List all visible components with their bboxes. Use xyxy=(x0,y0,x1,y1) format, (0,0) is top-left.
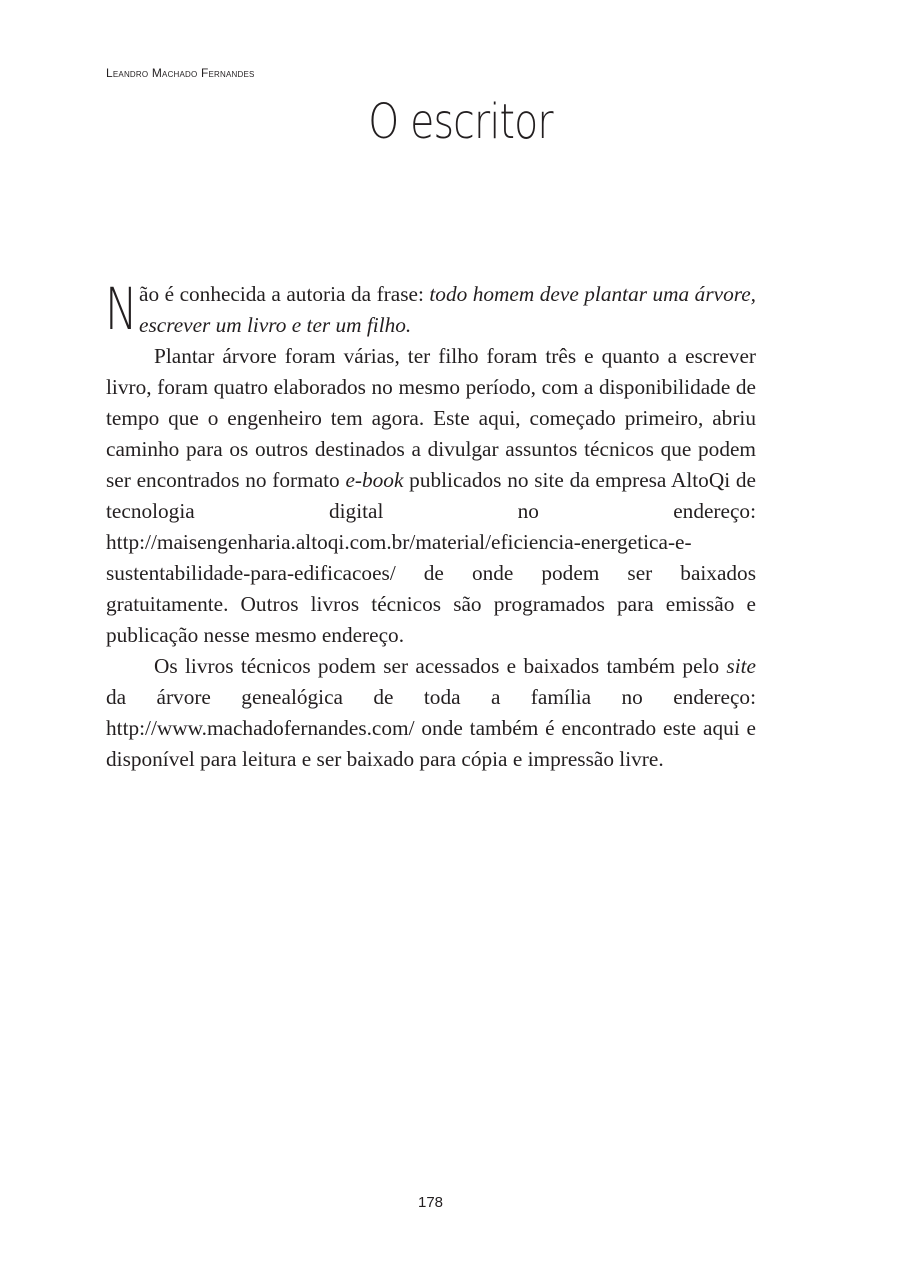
quote-italic: todo homem deve plantar uma árvore, escrever um livro e ter um filho. xyxy=(139,282,756,337)
paragraph-3 xyxy=(106,651,756,775)
ebook-italic: e-book xyxy=(345,468,404,492)
chapter-title-text: O escritor xyxy=(368,94,553,150)
paragraph-1 xyxy=(105,275,756,343)
paragraph-1-text: ão é conhecida a autoria da frase: xyxy=(139,282,430,306)
body-text xyxy=(105,275,756,775)
site-italic: site xyxy=(726,654,756,678)
chapter-title xyxy=(0,94,861,150)
page-number: 178 xyxy=(417,1194,444,1211)
paragraph-2 xyxy=(106,341,756,651)
paragraph-2-part2: publicados no site da empresa AltoQi de tecnologia digital no endereço: http://maisengenharia.altoqi.com.br/material/eficiencia-energetica-e-sustentabilidade-para-edificacoes/ de onde podem ser baixados gratuitamente. Outros livros técnicos são programados para emissão e publicação nesse mesmo endereço. xyxy=(106,468,756,647)
paragraph-3-part2: da árvore genealógica de toda a família no endereço: http://www.machadofernandes.com/ onde também é encontrado este aqui e disponível para leitura e ser baixado para cópia e impressão livre. xyxy=(106,685,756,771)
paragraph-3-part1: Os livros técnicos podem ser acessados e baixados também pelo xyxy=(154,654,727,678)
drop-cap: N xyxy=(105,275,138,343)
running-head: Leandro Machado Fernandes xyxy=(106,66,255,80)
paragraph-2-part1: Plantar árvore foram várias, ter filho foram três e quanto a escrever livro, foram quatro elaborados no mesmo período, com a disponibilidade de tempo que o engenheiro tem agora. Este aqui, começado primeiro, abriu caminho para os outros destinados a divulgar assuntos técnicos que podem ser encontrados no formato xyxy=(106,344,756,492)
